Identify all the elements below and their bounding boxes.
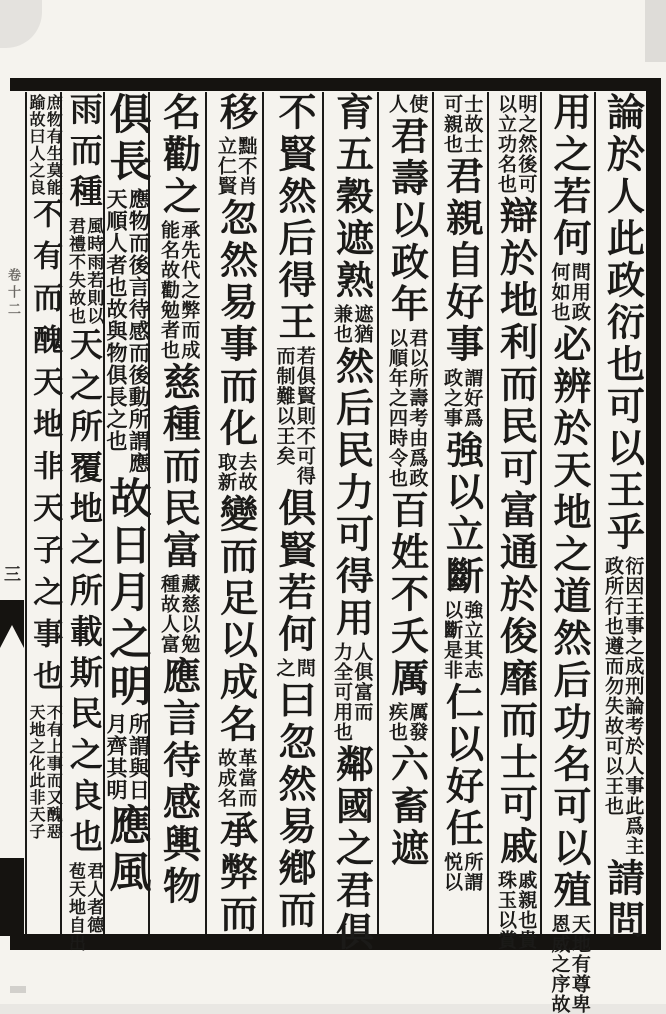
note-left-subcolumn: 立仁賢	[215, 136, 237, 196]
note-right-subcolumn: 厲發	[406, 702, 429, 742]
note-left-subcolumn: 苞天地自出	[65, 862, 85, 952]
commentary-note	[331, 642, 373, 742]
note-right-subcolumn: 士故士	[461, 94, 484, 154]
main-text: 君壽以政年	[384, 116, 430, 326]
note-right-subcolumn: 君人者德	[83, 862, 104, 934]
note-left-subcolumn: 取新	[215, 452, 237, 492]
main-text: 變而足以成名	[213, 494, 259, 746]
spine-volume-label: 卷十二	[5, 268, 20, 319]
note-left-subcolumn: 珠玉以賞	[495, 870, 517, 950]
note-left-subcolumn: 君禮不失故也	[65, 217, 85, 325]
note-left-subcolumn: 可親也	[441, 94, 463, 154]
note-left-subcolumn: 之	[273, 658, 296, 678]
commentary-note	[441, 852, 483, 892]
text-column-2	[540, 92, 596, 1014]
main-text: 故日月之明	[103, 476, 153, 711]
note-left-subcolumn: 力全可用也	[331, 642, 353, 742]
note-left-subcolumn: 月齊其明	[104, 713, 129, 801]
commentary-note	[331, 304, 373, 344]
main-text: 強以立斷	[439, 430, 485, 598]
commentary-note	[441, 368, 483, 428]
main-text: 然后民力可得用	[329, 346, 375, 640]
note-right-subcolumn: 應物而後言待感而後動所謂應	[126, 188, 152, 474]
note-left-subcolumn: 恩威之序故	[548, 914, 571, 1014]
note-left-subcolumn: 兼也	[331, 304, 353, 344]
note-left-subcolumn: 踰故曰人之良	[27, 94, 46, 196]
main-text: 育五穀遮熟	[329, 92, 375, 302]
note-left-subcolumn: 種故人富	[158, 574, 180, 654]
main-text: 不賢然后得王	[271, 92, 317, 344]
main-text: 不有而醜天地非天子之事也	[27, 198, 63, 702]
note-right-subcolumn: 若俱賢則不可得	[293, 346, 316, 486]
commentary-note	[65, 862, 103, 952]
note-right-subcolumn: 明之然後可	[515, 94, 538, 194]
note-right-subcolumn: 使	[406, 94, 429, 114]
main-text: 名勸之	[156, 92, 202, 218]
main-text: 雨而種	[64, 92, 104, 215]
spine-page-number: 三	[4, 565, 21, 585]
note-right-subcolumn: 問	[293, 658, 316, 678]
main-text: 曰忽然易鄕而	[271, 680, 317, 932]
main-text: 論於人此政衍也可以王乎	[600, 92, 646, 554]
commentary-note	[548, 262, 590, 322]
commentary-note	[105, 713, 151, 801]
note-left-subcolumn: 政之事	[441, 368, 463, 428]
main-text: 慈種而民富	[156, 362, 202, 572]
commentary-note	[158, 220, 200, 360]
note-right-subcolumn: 不有上事而又醜惡	[44, 704, 64, 840]
note-left-subcolumn: 天地之化此非天子	[27, 704, 46, 840]
note-left-subcolumn: 天順人者也故與物俱長之也	[104, 188, 129, 452]
note-right-subcolumn: 天地有尊卑	[568, 914, 591, 1014]
text-column-1	[594, 92, 649, 942]
main-text: 請問	[600, 858, 646, 942]
main-text: 君親自好事	[439, 156, 485, 366]
note-right-subcolumn: 藏慈以勉	[178, 574, 201, 654]
commentary-note	[215, 748, 257, 808]
spine-black-bar	[0, 858, 24, 936]
note-left-subcolumn: 何如也	[548, 262, 571, 322]
spine-fishtail-mark	[0, 600, 24, 648]
commentary-note	[158, 574, 200, 654]
commentary-note	[215, 136, 257, 196]
main-text: 俱長	[103, 92, 153, 186]
main-text: 天之所覆地之所載斯民之良也	[64, 327, 104, 860]
note-right-subcolumn: 去故	[235, 452, 258, 492]
note-right-subcolumn: 謂好爲	[461, 368, 484, 428]
commentary-note	[602, 556, 644, 856]
scan-smudge-top-left	[0, 0, 42, 48]
commentary-note	[386, 94, 428, 114]
main-text: 忽然易事而化	[213, 198, 259, 450]
commentary-note	[441, 600, 483, 680]
text-column-7	[262, 92, 324, 934]
scan-smudge-top-right	[645, 0, 666, 62]
note-right-subcolumn: 黜不肖	[235, 136, 258, 196]
commentary-note	[273, 658, 315, 678]
note-right-subcolumn: 君以所壽考由爲政	[406, 328, 429, 488]
commentary-note	[548, 914, 590, 1014]
note-right-subcolumn: 革當而	[235, 748, 258, 808]
note-right-subcolumn: 問用政	[568, 262, 591, 322]
text-column-11	[60, 92, 105, 952]
text-column-5	[377, 92, 434, 934]
note-right-subcolumn: 人俱富而	[351, 642, 374, 722]
main-text: 仁以好任	[439, 682, 485, 850]
commentary-note	[27, 704, 63, 840]
text-column-4	[432, 92, 489, 934]
note-right-subcolumn: 風時雨若則以	[83, 217, 104, 325]
main-text: 百姓不夭厲	[384, 490, 430, 700]
commentary-note	[215, 452, 257, 492]
note-right-subcolumn: 所謂與日	[126, 713, 152, 801]
text-column-9	[148, 92, 207, 934]
main-text: 必辨於天地之道然后功名可以殖	[546, 324, 592, 912]
commentary-note	[495, 94, 537, 194]
text-column-6	[322, 92, 379, 954]
note-right-subcolumn: 強立其志	[461, 600, 484, 680]
commentary-note	[441, 94, 483, 154]
main-text: 應風	[103, 803, 153, 897]
commentary-note	[386, 702, 428, 742]
text-column-3	[487, 92, 542, 950]
note-left-subcolumn: 悦以	[441, 852, 463, 892]
main-text: 辯於地利而民可富通於俊靡而士可戚	[493, 196, 539, 868]
main-text: 應言待感輿物	[156, 656, 202, 908]
text-column-8	[205, 92, 264, 934]
note-right-subcolumn: 戚親也貴	[515, 870, 538, 950]
commentary-note	[495, 870, 537, 950]
main-text: 六畜遮	[384, 744, 430, 870]
note-left-subcolumn: 以順年之四時令也	[386, 328, 408, 488]
note-left-subcolumn: 疾也	[386, 702, 408, 742]
note-left-subcolumn: 能名故勸勉者也	[158, 220, 180, 360]
note-right-subcolumn: 庶物有生莫能	[44, 94, 64, 196]
scan-smudge-bottom-left	[10, 986, 26, 993]
note-left-subcolumn: 人	[386, 94, 408, 114]
note-right-subcolumn: 所謂	[461, 852, 484, 892]
frame-border-top	[10, 78, 659, 91]
main-text: 用之若何	[546, 92, 592, 260]
main-text: 承弊而	[213, 810, 259, 936]
text-column-12	[25, 92, 62, 934]
text-column-10	[103, 92, 153, 934]
note-left-subcolumn: 以斷是非	[441, 600, 463, 680]
commentary-note	[273, 346, 315, 486]
commentary-note	[386, 328, 428, 488]
commentary-note	[65, 217, 103, 325]
note-right-subcolumn: 遮猶	[351, 304, 374, 344]
note-left-subcolumn: 政所行也遵而勿失故可以王也	[602, 556, 624, 816]
note-left-subcolumn: 故成名	[215, 748, 237, 808]
commentary-note	[27, 94, 63, 196]
note-right-subcolumn: 衍因王事之成刑論考於人事此爲主	[622, 556, 645, 856]
commentary-note	[105, 188, 151, 474]
main-text: 移	[213, 92, 259, 134]
note-left-subcolumn: 而制難以王矣	[273, 346, 296, 466]
note-right-subcolumn: 承先代之弊而成	[178, 220, 201, 360]
main-text: 俱賢若何	[271, 488, 317, 656]
main-text: 鄰國之君俱	[329, 744, 375, 954]
note-left-subcolumn: 以立功名也	[495, 94, 517, 194]
